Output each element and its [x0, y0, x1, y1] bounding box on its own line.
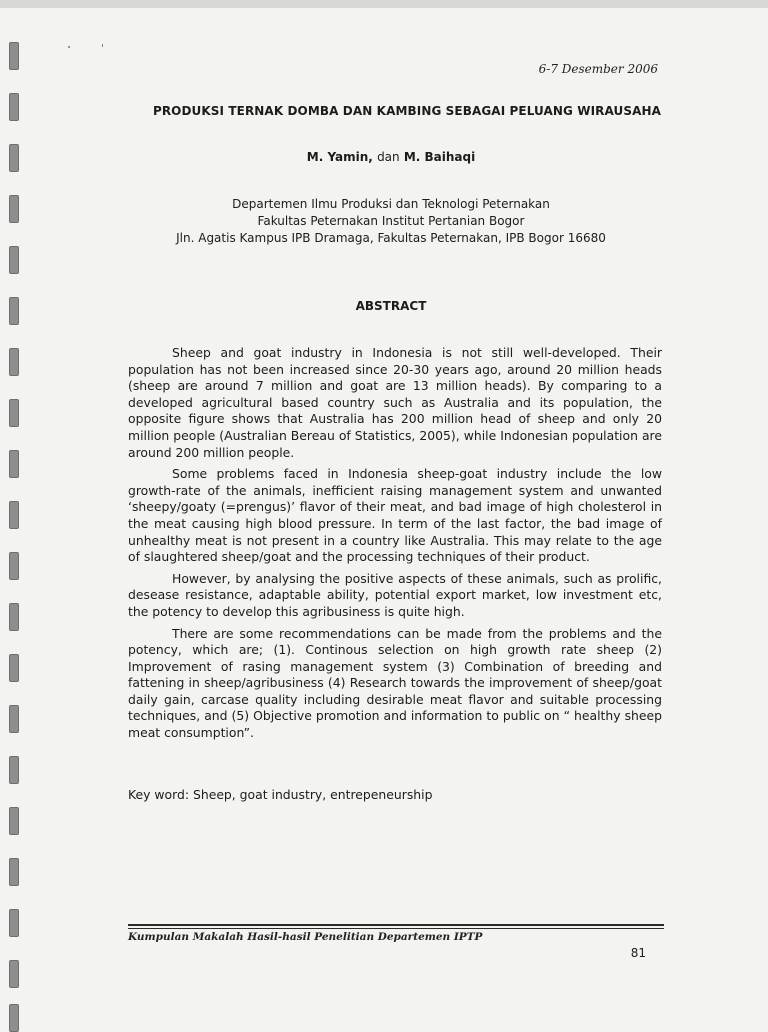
binder-hole [9, 42, 19, 70]
affiliation-line: Fakultas Peternakan Institut Pertanian Bogor [257, 214, 525, 228]
header-date: 6-7 Desember 2006 [538, 62, 658, 76]
binder-hole [9, 144, 19, 172]
abstract-paragraph: There are some recommendations can be made from the problems and the potency, which are; (1). Continous selection on high growth rate sheep (2) Improvement of rasing management system (3) Combination of breeding and fattening in sheep/agribusiness (4) Research towards the improvement of sheep/goat daily gain, carcase quality including desirable meat flavor and suitable processing techniques, and (5) Objective promotion and information to public on “ healthy sheep meat consumption”. [128, 625, 662, 741]
binder-hole [9, 348, 19, 376]
binder-hole [9, 399, 19, 427]
paper-title: PRODUKSI TERNAK DOMBA DAN KAMBING SEBAGAI PELUANG WIRAUSAHA [152, 104, 662, 118]
abstract-paragraph: However, by analysing the positive aspects of these animals, such as prolific, desease resistance, adaptable ability, potential export market, low investment etc, the potency to develop this agribusiness is quite high. [128, 570, 662, 619]
binder-hole [9, 195, 19, 223]
footer-rule-thick [128, 924, 664, 926]
binder-hole [9, 909, 19, 937]
binder-hole [9, 450, 19, 478]
binder-hole [9, 246, 19, 274]
scan-top-edge [0, 0, 768, 8]
abstract-heading: ABSTRACT [355, 299, 427, 313]
abstract-body [128, 345, 662, 747]
keywords-line: Key word: Sheep, goat industry, entrepeneurship [128, 787, 433, 802]
paper-authors [120, 150, 662, 164]
author-name: M. Baihaqi [403, 150, 476, 164]
binder-margin [0, 0, 26, 1024]
binder-hole [9, 705, 19, 733]
scan-speck [102, 44, 103, 47]
binder-hole [9, 297, 19, 325]
author-joiner: dan [377, 150, 400, 164]
footer-collection-title: Kumpulan Makalah Hasil-hasil Penelitian Departemen IPTP [128, 931, 483, 943]
binder-hole [9, 603, 19, 631]
abstract-paragraph: Some problems faced in Indonesia sheep-goat industry include the low growth-rate of the animals, inefficient raising management system and unwanted ‘sheepy/goaty (=prengus)’ flavor of their meat, and bad image of high cholesterol in the meat causing high blood pressure. In term of the last factor, the bad image of unhealthy meat is not present in a country like Australia. This may relate to the age of slaughtered sheep/goat and the processing techniques of their product. [128, 466, 662, 565]
abstract-paragraph: Sheep and goat industry in Indonesia is not still well-developed. Their population has not been increased since 20-30 years ago, around 20 million heads (sheep are around 7 million and goat are 13 million heads). By comparing to a developed agricultural based country such as Australia and its population, the opposite figure shows that Australia has 200 million head of sheep and only 20 million people (Australian Bereau of Statistics, 2005), while Indonesian population are around 200 million people. [128, 345, 662, 460]
binder-hole [9, 960, 19, 988]
binder-hole [9, 552, 19, 580]
binder-hole [9, 858, 19, 886]
page-number: 81 [630, 946, 646, 960]
scan-speck [68, 46, 70, 48]
binder-hole [9, 501, 19, 529]
affiliation-line: Departemen Ilmu Produksi dan Teknologi Peternakan [232, 197, 550, 211]
author-name: M. Yamin, [306, 150, 373, 164]
affiliation-line: Jln. Agatis Kampus IPB Dramaga, Fakultas Peternakan, IPB Bogor 16680 [176, 231, 606, 245]
binder-hole [9, 93, 19, 121]
affiliation-block [120, 196, 662, 247]
binder-hole [9, 1004, 19, 1032]
binder-hole [9, 807, 19, 835]
binder-hole [9, 654, 19, 682]
binder-hole [9, 756, 19, 784]
footer-rule-thin [128, 928, 664, 929]
